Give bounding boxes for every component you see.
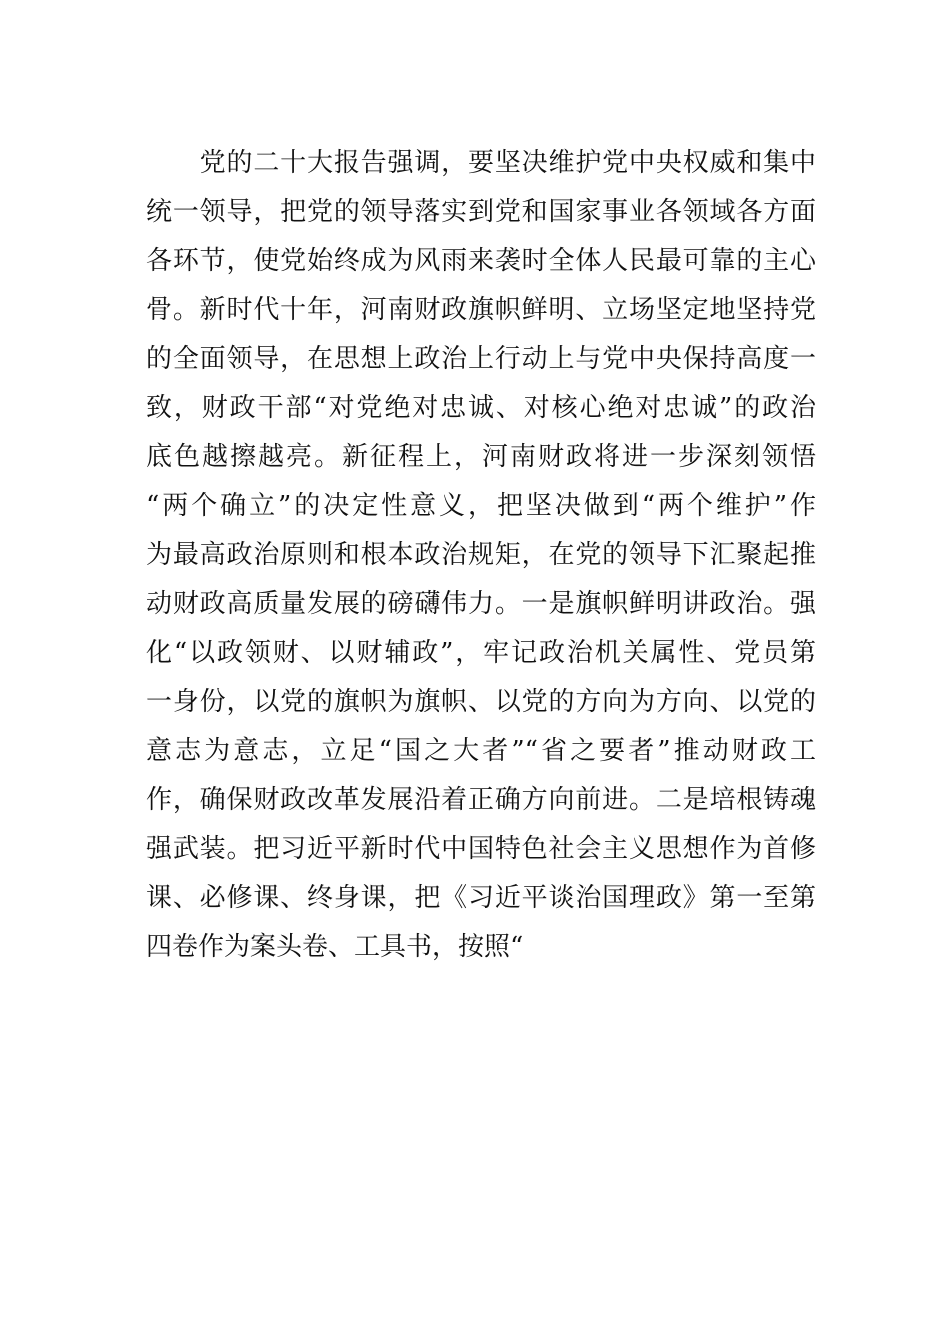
paragraph-line-5: 的全面领导，在思想上政治上行动上与党中央保持高度一	[146, 344, 816, 374]
paragraph-line-13: 意志为意志，立足“国之大者”“省之要者”推动财政工	[146, 736, 816, 766]
paragraph-line-4: 骨。新时代十年，河南财政旗帜鲜明、立场坚定地坚持党	[146, 295, 816, 325]
paragraph-line-11: 化“以政领财、以财辅政”，牢记政治机关属性、党员第	[146, 638, 816, 668]
paragraph-line-15: 强武装。把习近平新时代中国特色社会主义思想作为首修	[146, 834, 816, 864]
paragraph-line-2: 统一领导，把党的领导落实到党和国家事业各领域各方面	[146, 197, 816, 227]
paragraph-line-12: 一身份，以党的旗帜为旗帜、以党的方向为方向、以党的	[146, 687, 816, 717]
paragraph-line-17: 四卷作为案头卷、工具书，按照“	[146, 932, 524, 962]
paragraph-line-7: 底色越擦越亮。新征程上，河南财政将进一步深刻领悟	[146, 442, 816, 472]
paragraph-line-8: “两个确立”的决定性意义，把坚决做到“两个维护”作	[146, 491, 816, 521]
paragraph-line-1: 党的二十大报告强调，要坚决维护党中央权威和集中	[146, 148, 816, 178]
paragraph-line-6: 致，财政干部“对党绝对忠诚、对核心绝对忠诚”的政治	[146, 393, 816, 423]
paragraph-line-3: 各环节，使党始终成为风雨来袭时全体人民最可靠的主心	[146, 246, 816, 276]
paragraph-line-10: 动财政高质量发展的磅礴伟力。一是旗帜鲜明讲政治。强	[146, 589, 816, 619]
body-paragraph	[146, 139, 816, 972]
paragraph-line-16: 课、必修课、终身课，把《习近平谈治国理政》第一至第	[146, 883, 816, 913]
paragraph-line-9: 为最高政治原则和根本政治规矩，在党的领导下汇聚起推	[146, 540, 816, 570]
paragraph-line-14: 作，确保财政改革发展沿着正确方向前进。二是培根铸魂	[146, 785, 816, 815]
